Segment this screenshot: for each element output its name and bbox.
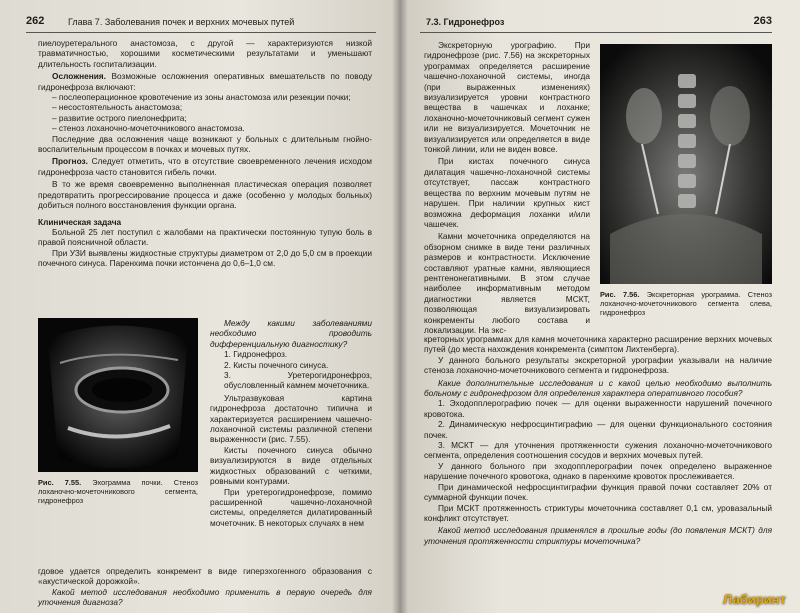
figure-caption-text: Эхограмма почки. Стеноз лоханочно-мочеточникового сегмента, гидронефроз bbox=[38, 478, 198, 506]
urogram-xray-graphic bbox=[600, 44, 772, 284]
paragraph: При динамической нефросцинтиграфии функция правой почки составляет 20% от суммарной функции почек. bbox=[424, 481, 772, 503]
left-page-header bbox=[26, 12, 376, 33]
left-bottom-text bbox=[38, 566, 372, 608]
paragraph: При уретерогидронефрозе, помимо расширенной чашечно-лоханочной системы, определяется дилатированный мочеточник. В некоторых случаях в нем bbox=[210, 486, 372, 528]
clinical-task-title: Клиническая задача bbox=[38, 216, 122, 227]
question-1: Между какими заболеваниями необходимо проводить дифференциальную диагностику? bbox=[210, 318, 372, 349]
right-left-column bbox=[424, 40, 590, 335]
paragraph: При кистах почечного синуса дилатация чашечно-лоханочной системы отсутствует, пассаж контрастного вещества по верхним мочевым путям не нарушен. При наличии крупных кист возможна деформация лоханки и/или чашечек. bbox=[424, 156, 590, 229]
word-fragment: гдовое bbox=[38, 566, 64, 576]
book-gutter-shadow bbox=[392, 0, 408, 613]
complications-heading: Осложнения. bbox=[52, 71, 106, 82]
list-item: – послеоперационное кровотечение из зоны анастомоза или резекции почки; bbox=[52, 92, 351, 103]
paragraph: При МСКТ протяженность стриктуры мочеточника составляет 0,1 см, уровазальный конфликт отсутствует. bbox=[424, 502, 772, 523]
paragraph: Камни мочеточника определяются на обзорном снимке в виде тени различных размеров и контрастности. Исключение составляют уратные камни, являющиеся рентгенонегативными. В этом случае наиболее информативным методом диагностики является МСКТ, позволяющая визуализировать конкременты любого состава и локализации. На экс- bbox=[424, 231, 590, 335]
question-2: Какой метод исследования необходимо применить в первую очередь для уточнения диагноза? bbox=[38, 586, 372, 608]
right-running-title: 7.3. Гидронефроз bbox=[426, 17, 505, 27]
answer-item: 2. Кисты почечного синуса. bbox=[224, 359, 329, 370]
prognosis-paragraph bbox=[38, 156, 372, 177]
left-running-title: Глава 7. Заболевания почек и верхних мочевых путей bbox=[68, 17, 295, 27]
list-item: – стеноз лоханочно-мочеточникового анастомоза. bbox=[52, 123, 245, 134]
list-item: – развитие острого пиелонефрита; bbox=[52, 112, 187, 123]
complications-text: Возможные осложнения оперативных вмешательств по поводу гидронефроза включают: bbox=[38, 71, 372, 92]
answer-item: 1. Эходопплерографию почек — для оценки выраженности нарушений почечного кровотока. bbox=[424, 398, 772, 419]
paragraph: У данного больного при эходопплерографии почек определено выраженное нарушение почечного кровотока, однако в паренхиме кровоток прослеживается. bbox=[424, 460, 772, 482]
figure-caption-text: Экскреторная урограмма. Стеноз лоханочно-мочеточникового сегмента слева, гидронефроз bbox=[600, 290, 772, 318]
right-page-number: 263 bbox=[753, 15, 772, 27]
prognosis-text: Следует отметить, что в отсутствие своевременного лечения исходом гидронефроза часто становится гибель почки. bbox=[38, 156, 373, 177]
paragraph: В то же время своевременно выполненная пластическая операция позволяет предотвратить прогрессирование процесса и даже (особенно у молодых больных) добиться полного восстановления функции органа. bbox=[38, 179, 372, 211]
answer-item: 3. МСКТ — для уточнения протяженности сужения лоханочно-мочеточникового сегмента, определения соотношения сосудов и верхних мочевых путей. bbox=[424, 440, 772, 461]
left-top-text bbox=[38, 38, 372, 269]
paragraph: пиелоуретерального анастомоза, с другой — характеризуются низкой травматичностью, хорошими косметическими результатами и уменьшают длительность госпитализации. bbox=[38, 38, 372, 69]
answer-item: 1. Гидронефроз. bbox=[224, 349, 288, 360]
paragraph: Кисты почечного синуса обычно визуализируются в виде отдельных жидкостных образований с четкими, ровными контурами. bbox=[210, 444, 372, 487]
question-4: Какой метод исследования применялся в прошлые годы (до появления МСКТ) для уточнения протяженности стриктуры мочеточника? bbox=[424, 525, 772, 546]
answer-item: 2. Динамическую нефросцинтиграфию — для оценки функционального состояния почек. bbox=[424, 419, 772, 440]
paragraph bbox=[38, 566, 372, 587]
left-page-number: 262 bbox=[26, 15, 45, 27]
left-right-column bbox=[210, 318, 372, 528]
prognosis-heading: Прогноз. bbox=[52, 156, 88, 167]
figure-7-56-caption bbox=[600, 290, 772, 318]
paragraph: креторных урограммах для камня мочеточника характерно расширение верхних мочевых путей (до места нахождения конкремента (симптом Лихтенберга). bbox=[424, 334, 772, 355]
right-full-width-text bbox=[424, 334, 772, 546]
figure-7-55-caption bbox=[38, 478, 198, 506]
urogram-image bbox=[600, 44, 772, 284]
question-3: Какие дополнительные исследования и с какой целью необходимо выполнить больному с гидронефрозом для определения характера оперативного пособия? bbox=[424, 377, 772, 399]
figure-label: Рис. 7.55. bbox=[38, 478, 82, 487]
right-page-header bbox=[420, 12, 772, 33]
ultrasound-image bbox=[38, 318, 198, 472]
right-page bbox=[400, 0, 800, 613]
complications-paragraph bbox=[38, 71, 372, 92]
paragraph: Последние два осложнения чаще возникают у больных с длительным гнойно-воспалительным процессом в почках и мочевых путях. bbox=[38, 133, 372, 155]
list-item: – несостоятельность анастомоза; bbox=[52, 102, 183, 113]
paragraph: У данного больного результаты экскреторной урографии указывали на наличие стеноза лоханочно-мочеточникового сегмента и гидронефроза. bbox=[424, 354, 772, 376]
paragraph-text: удается определить конкремент в виде гиперэхогенного образования с «акустической дорожкой». bbox=[38, 566, 373, 587]
figure-label: Рис. 7.56. bbox=[600, 290, 640, 299]
complications-list bbox=[52, 92, 372, 134]
paragraph: Больной 25 лет поступил с жалобами на практически постоянную тупую боль в правой поясничной области. bbox=[38, 226, 372, 248]
paragraph: Ультразвуковая картина гидронефроза достаточно типична и характеризуется расширением чашечно-лоханочной системы различной степени выраженности (рис. 7.55). bbox=[210, 392, 372, 445]
paragraph: Экскреторную урографию. При гидронефрозе (рис. 7.56) на экскреторных урограммах определяется расширение чашечно-лоханочной системы, иногда (при выраженных изменениях) визуализируется уровни контрастного вещества в чашечках и лоханке; лоханочно-мочеточниковый сегмент сужен или не визуализируется. Мочеточник не визуализируется или определяется в виде тонкой линии, или не виден вовсе. bbox=[424, 40, 590, 155]
ultrasound-scan-graphic bbox=[38, 318, 198, 472]
labirint-watermark-logo: Лабиринт bbox=[723, 591, 786, 607]
paragraph: При УЗИ выявлены жидкостные структуры диаметром от 2,0 до 5,0 см в проекции почечного синуса. Паренхима почки истончена до 0,6–1,0 см. bbox=[38, 247, 372, 269]
answer-item: 3. Уретерогидронефроз, обусловленный камнем мочеточника. bbox=[224, 370, 372, 391]
